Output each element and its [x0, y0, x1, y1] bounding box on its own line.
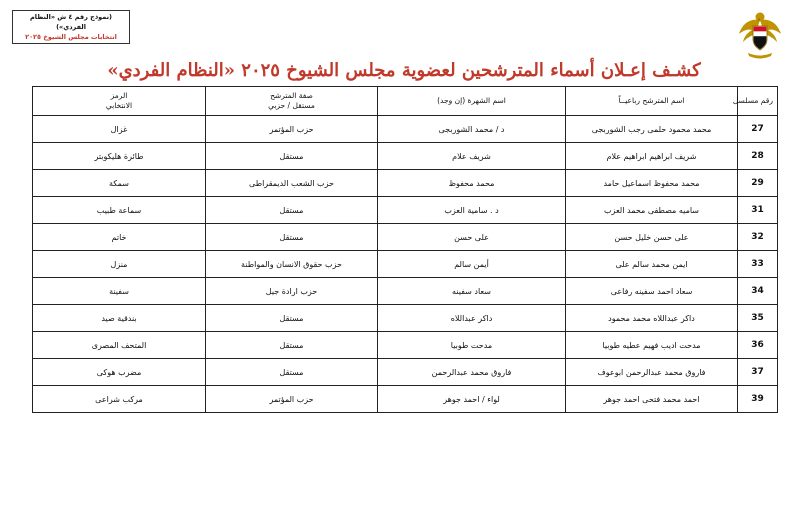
known-as: على حسن: [378, 224, 566, 251]
candidate-name: محمد محفوظ اسماعيل حامد: [566, 170, 738, 197]
candidate-type: حزب المؤتمر: [206, 386, 378, 413]
table-header-row: [33, 87, 778, 116]
header-election-symbol-line1: الرمز: [110, 91, 128, 100]
form-number-line: (نموذج رقم ٤ ش «النظام الفردي»): [29, 13, 113, 31]
egypt-eagle-emblem-icon: [736, 8, 784, 62]
election-symbol: مركب شراعى: [33, 386, 206, 413]
known-as: د / محمد الشوربجى: [378, 116, 566, 143]
serial-number: 28: [738, 143, 778, 170]
header-candidate-name: اسم المترشح رباعيــاً: [566, 87, 738, 116]
known-as: مدحت طوبيا: [378, 332, 566, 359]
candidate-name: احمد محمد فتحى احمد جوهر: [566, 386, 738, 413]
candidate-type: حزب المؤتمر: [206, 116, 378, 143]
known-as: لواء / احمد جوهر: [378, 386, 566, 413]
header-election-symbol: [33, 87, 206, 116]
candidate-type: مستقل: [206, 332, 378, 359]
table-row: [33, 143, 778, 170]
candidate-type: مستقل: [206, 224, 378, 251]
candidate-type: مستقل: [206, 197, 378, 224]
table-row: [33, 197, 778, 224]
header-serial-number: رقم مسلسل: [738, 87, 778, 116]
candidate-type: حزب حقوق الانسان والمواطنة: [206, 251, 378, 278]
known-as: داكر عبداللاه: [378, 305, 566, 332]
election-symbol: المتحف المصرى: [33, 332, 206, 359]
header-candidate-type-line1: صفة المترشح: [270, 91, 313, 100]
candidate-name: شريف ابراهيم ابراهيم علام: [566, 143, 738, 170]
election-symbol: سفينة: [33, 278, 206, 305]
header-candidate-type: [206, 87, 378, 116]
known-as: سعاد سفينه: [378, 278, 566, 305]
header-election-symbol-line2: الانتخابي: [105, 101, 133, 110]
candidate-name: على حسن خليل حسن: [566, 224, 738, 251]
candidate-name: داكر عبداللاه محمد محمود: [566, 305, 738, 332]
serial-number: 33: [738, 251, 778, 278]
table-row: [33, 359, 778, 386]
serial-number: 34: [738, 278, 778, 305]
candidate-type: مستقل: [206, 359, 378, 386]
table-row: [33, 332, 778, 359]
candidate-type: حزب ارادة جيل: [206, 278, 378, 305]
table-row: [33, 116, 778, 143]
election-symbol: طائرة هليكوبتر: [33, 143, 206, 170]
known-as: أيمن سالم: [378, 251, 566, 278]
known-as: فاروق محمد عبدالرحمن: [378, 359, 566, 386]
election-symbol: بندقية صيد: [33, 305, 206, 332]
candidate-name: ايمن محمد سالم على: [566, 251, 738, 278]
election-name-line: انتخابات مجلس الشيوخ ٢٠٢٥: [25, 33, 117, 41]
serial-number: 39: [738, 386, 778, 413]
candidates-table: [32, 86, 778, 413]
header-candidate-type-line2: مستقل / حزبي: [268, 101, 315, 110]
election-symbol: منزل: [33, 251, 206, 278]
election-symbol: سماعة طبيب: [33, 197, 206, 224]
table-row: [33, 278, 778, 305]
election-symbol: خاتم: [33, 224, 206, 251]
election-symbol: سمكة: [33, 170, 206, 197]
candidate-name: فاروق محمد عبدالرحمن ابوعوف: [566, 359, 738, 386]
known-as: محمد محفوظ: [378, 170, 566, 197]
candidate-type: حزب الشعب الديمقراطى: [206, 170, 378, 197]
serial-number: 27: [738, 116, 778, 143]
election-symbol: غزال: [33, 116, 206, 143]
candidate-type: مستقل: [206, 143, 378, 170]
table-row: [33, 386, 778, 413]
serial-number: 36: [738, 332, 778, 359]
table-row: [33, 305, 778, 332]
table-row: [33, 224, 778, 251]
form-number-note: [12, 10, 130, 44]
known-as: شريف علام: [378, 143, 566, 170]
candidate-name: مدحت اديب فهيم عطيه طوبيا: [566, 332, 738, 359]
serial-number: 31: [738, 197, 778, 224]
serial-number: 29: [738, 170, 778, 197]
known-as: د . سامية العزب: [378, 197, 566, 224]
serial-number: 37: [738, 359, 778, 386]
table-row: [33, 251, 778, 278]
page-title: كشـف إعـلان أسماء المترشحين لعضوية مجلس الشيوخ ٢٠٢٥ «النظام الفردي»: [107, 60, 701, 81]
serial-number: 32: [738, 224, 778, 251]
table-row: [33, 170, 778, 197]
candidate-name: سعاد احمد سفينه رفاعى: [566, 278, 738, 305]
candidate-name: محمد محمود حلمى رجب الشوربجى: [566, 116, 738, 143]
header-known-as: اسم الشهرة (إن وجد): [378, 87, 566, 116]
candidate-name: ساميه مصطفى محمد العزب: [566, 197, 738, 224]
candidate-type: مستقل: [206, 305, 378, 332]
serial-number: 35: [738, 305, 778, 332]
election-symbol: مضرب هوكى: [33, 359, 206, 386]
